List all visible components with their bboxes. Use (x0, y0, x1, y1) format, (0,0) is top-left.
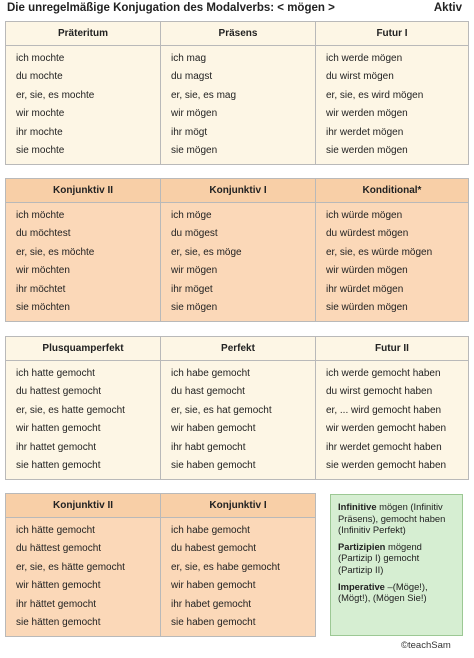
infinitive-text: mögen (Infinitiv Präsens), gemocht haben (Infinitiv Perfekt) (338, 501, 446, 536)
imperative-group (338, 581, 456, 604)
conjugation-cell: ihr hättet gemocht (16, 598, 97, 610)
conjugation-cell: er, sie, es möge (171, 246, 242, 258)
conjugation-cell: sie haben gemocht (171, 459, 256, 471)
participles-group (338, 541, 456, 576)
forms-info-box (330, 494, 463, 636)
conjugation-cell: wir werden gemocht haben (326, 423, 447, 435)
table-indicative-simple (5, 21, 469, 165)
conjugation-cell: ich möchte (16, 210, 65, 221)
conjugation-cell: ihr möchtet (16, 283, 66, 295)
imperative-text: –(Möge!), (Mögt!), (Mögen Sie!) (338, 580, 428, 604)
conjugation-cell: ich mag (171, 53, 207, 64)
conjugation-cell: ich habe gemocht (171, 525, 250, 536)
conjugation-cell: er, sie, es möchte (16, 246, 95, 258)
conjugation-cell: sie haben gemocht (171, 616, 256, 628)
column-header: Konjunktiv II (6, 179, 161, 203)
column-konjunktiv-1-perfekt (161, 518, 315, 636)
column-header: Konjunktiv I (161, 179, 316, 203)
column-header: Konditional* (316, 179, 468, 203)
table-header-row (6, 22, 468, 46)
conjugation-cell: sie mochte (16, 144, 65, 156)
column-header: Plusquamperfekt (6, 337, 161, 361)
conjugation-cell: sie hatten gemocht (16, 459, 101, 471)
conjugation-cell: ihr habet gemocht (171, 598, 252, 610)
column-header: Präteritum (6, 22, 161, 46)
conjugation-cell: er, sie, es hat gemocht (171, 404, 272, 416)
conjugation-cell: sie möchten (16, 301, 70, 313)
participles-text: mögend (Partizip I) gemocht (Partizip II) (338, 540, 422, 575)
participles-label: Partizipien (338, 540, 386, 552)
conjugation-cell: du habest gemocht (171, 543, 257, 555)
table-body (6, 46, 468, 164)
conjugation-cell: ich werde gemocht haben (326, 368, 441, 379)
table-body (6, 203, 468, 321)
conjugation-cell: sie mögen (171, 301, 218, 313)
conjugation-cell: wir haben gemocht (171, 580, 256, 592)
column-praesens (161, 46, 316, 164)
conjugation-cell: du würdest mögen (326, 228, 409, 240)
column-futur-2 (316, 361, 468, 479)
conjugation-cell: ich würde mögen (326, 210, 403, 221)
conjugation-cell: du hättest gemocht (16, 543, 102, 555)
column-header: Futur I (316, 22, 468, 46)
conjugation-cell: wir mochte (16, 108, 65, 120)
conjugation-cell: ihr werdet mögen (326, 126, 404, 138)
page-title: Die unregelmäßige Konjugation des Modalverbs: < mögen > (7, 2, 335, 14)
conjugation-cell: er, sie, es hätte gemocht (16, 561, 125, 573)
conjugation-cell: wir haben gemocht (171, 423, 256, 435)
conjugation-cell: ihr möget (171, 283, 213, 295)
conjugation-cell: ihr würdet mögen (326, 283, 404, 295)
conjugation-cell: er, sie, es mag (171, 89, 237, 101)
conjugation-cell: sie mögen (171, 144, 218, 156)
table-subjunctive-perfect (5, 493, 316, 637)
conjugation-cell: er, sie, es habe gemocht (171, 561, 280, 573)
column-header: Perfekt (161, 337, 316, 361)
conjugation-cell: sie werden gemocht haben (326, 459, 447, 471)
conjugation-cell: ich habe gemocht (171, 368, 250, 379)
table-header-row (6, 179, 468, 203)
conjugation-cell: wir mögen (171, 265, 218, 277)
conjugation-cell: du magst (171, 71, 213, 83)
conjugation-cell: du wirst mögen (326, 71, 394, 83)
conjugation-cell: er, sie, es hatte gemocht (16, 404, 125, 416)
conjugation-cell: du hattest gemocht (16, 386, 102, 398)
column-praeteritum (6, 46, 161, 164)
column-konjunktiv-2 (6, 203, 161, 321)
infinitive-group (338, 501, 456, 536)
conjugation-cell: ihr habt gemocht (171, 441, 246, 453)
conjugation-cell: er, sie, es würde mögen (326, 246, 433, 258)
column-header: Futur II (316, 337, 468, 361)
table-body (6, 361, 468, 479)
imperative-label: Imperative (338, 580, 385, 592)
conjugation-cell: wir mögen (171, 108, 218, 120)
conjugation-cell: sie hätten gemocht (16, 616, 101, 628)
table-indicative-perfect (5, 336, 469, 480)
conjugation-cell: wir hatten gemocht (16, 423, 101, 435)
column-konjunktiv-2-perfekt (6, 518, 161, 636)
table-header-row (6, 337, 468, 361)
conjugation-cell: ich hatte gemocht (16, 368, 95, 379)
column-konditional (316, 203, 468, 321)
conjugation-cell: ich mochte (16, 53, 65, 64)
conjugation-cell: ich möge (171, 210, 212, 221)
conjugation-cell: ihr mögt (171, 126, 208, 138)
column-header: Konjunktiv II (6, 494, 161, 518)
conjugation-cell: du mögest (171, 228, 218, 240)
conjugation-cell: sie werden mögen (326, 144, 408, 156)
voice-label: Aktiv (433, 2, 462, 14)
conjugation-cell: ihr werdet gemocht haben (326, 441, 442, 453)
table-header-row (6, 494, 315, 518)
column-header: Präsens (161, 22, 316, 46)
conjugation-cell: wir hätten gemocht (16, 580, 101, 592)
conjugation-cell: ich werde mögen (326, 53, 403, 64)
column-konjunktiv-1 (161, 203, 316, 321)
conjugation-cell: du mochte (16, 71, 63, 83)
conjugation-cell: ich hätte gemocht (16, 525, 95, 536)
column-futur-1 (316, 46, 468, 164)
conjugation-cell: sie würden mögen (326, 301, 408, 313)
conjugation-cell: ihr mochte (16, 126, 63, 138)
conjugation-cell: wir würden mögen (326, 265, 408, 277)
conjugation-cell: wir möchten (16, 265, 70, 277)
column-header: Konjunktiv I (161, 494, 315, 518)
conjugation-cell: du wirst gemocht haben (326, 386, 433, 398)
infinitive-label: Infinitive (338, 501, 377, 512)
conjugation-cell: er, sie, es mochte (16, 89, 95, 101)
column-perfekt (161, 361, 316, 479)
conjugation-cell: er, sie, es wird mögen (326, 89, 424, 101)
table-subjunctive-simple (5, 178, 469, 322)
conjugation-cell: du hast gemocht (171, 386, 245, 398)
conjugation-cell: wir werden mögen (326, 108, 408, 120)
copyright-text: ©teachSam (401, 640, 451, 651)
table-body (6, 518, 315, 636)
conjugation-cell: er, ... wird gemocht haben (326, 404, 442, 416)
conjugation-cell: du möchtest (16, 228, 71, 240)
conjugation-cell: ihr hattet gemocht (16, 441, 97, 453)
column-plusquamperfekt (6, 361, 161, 479)
